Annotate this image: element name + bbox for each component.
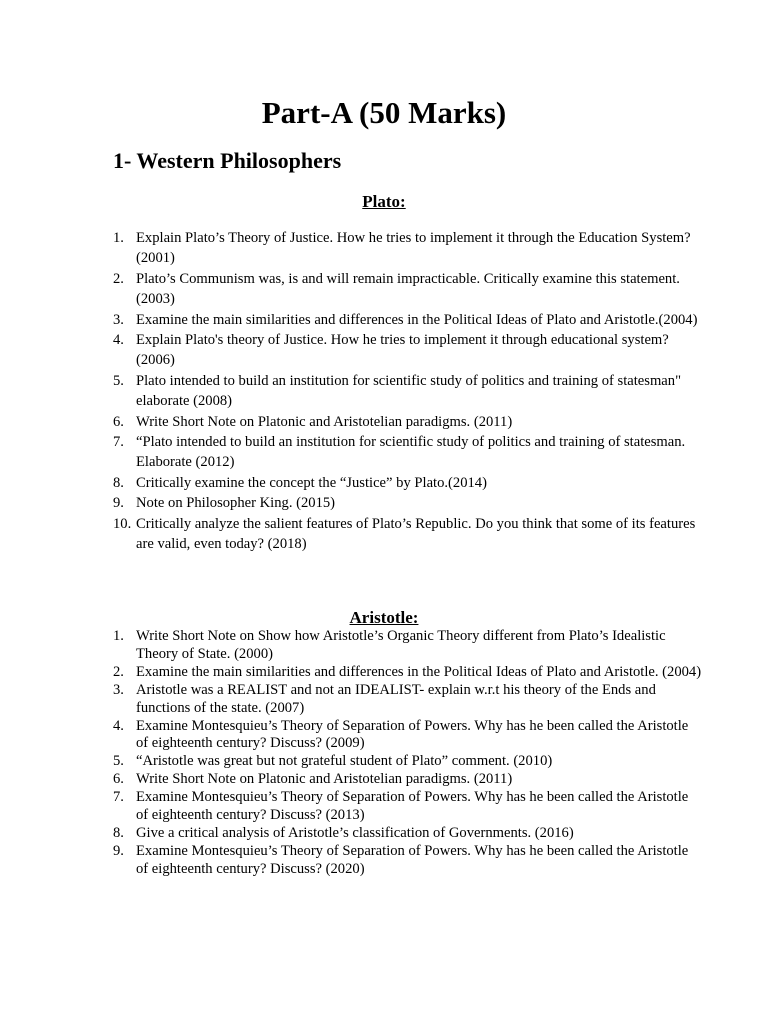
question-text: Explain Plato's theory of Justice. How he tries to implement it through educational system? (2006) (136, 332, 669, 369)
question-item (113, 664, 703, 682)
question-item (113, 412, 703, 432)
question-item (113, 789, 703, 825)
question-item (113, 682, 703, 718)
question-number: 1. (113, 628, 124, 644)
question-text: “Plato intended to build an institution for scientific study of politics and training of statesman. Elaborate (2012) (136, 434, 686, 471)
aristotle-question-list (113, 628, 703, 879)
question-number: 6. (113, 771, 124, 788)
question-item (113, 269, 703, 310)
aristotle-heading: Aristotle: (349, 608, 419, 627)
question-item (113, 432, 703, 473)
question-number: 4. (113, 332, 124, 349)
question-number: 3. (113, 311, 124, 328)
question-item (113, 493, 703, 513)
question-item (113, 310, 703, 330)
question-text: Give a critical analysis of Aristotle’s classification of Governments. (2016) (136, 824, 574, 841)
question-text: Write Short Note on Platonic and Aristotelian paradigms. (2011) (136, 771, 513, 788)
question-item (113, 825, 703, 843)
question-item (113, 371, 703, 412)
question-text: Examine the main similarities and differences in the Political Ideas of Plato and Aristotle. (2004) (136, 663, 702, 680)
question-text: Critically analyze the salient features of Plato’s Republic. Do you think that some of its features are valid, even today? (2018) (136, 515, 696, 553)
question-text: Plato’s Communism was, is and will remain impracticable. Critically examine this statement. (2003) (136, 270, 680, 308)
question-text: Examine Montesquieu’s Theory of Separation of Powers. Why has he been called the Aristotle of eighteenth century? Discuss? (2009) (136, 717, 689, 752)
question-number: 3. (113, 681, 124, 698)
question-text: Examine Montesquieu’s Theory of Separation of Powers. Why has he been called the Aristotle of eighteenth century? Discuss? (2013) (136, 789, 689, 824)
question-number: 7. (113, 789, 124, 806)
question-item (113, 473, 703, 493)
page-title: Part-A (50 Marks) (261, 95, 507, 130)
question-item (113, 753, 703, 771)
question-item (113, 718, 703, 754)
question-text: Aristotle was a REALIST and not an IDEALIST- explain w.r.t his theory of the Ends and functions of the state. (2007) (136, 681, 656, 716)
question-text: Write Short Note on Platonic and Aristotelian paradigms. (2011) (136, 413, 513, 430)
plato-question-list (113, 228, 703, 555)
question-number: 10. (113, 515, 132, 532)
question-number: 9. (113, 495, 124, 512)
question-text: Note on Philosopher King. (2015) (136, 495, 336, 512)
question-item (113, 843, 703, 879)
question-text: Plato intended to build an institution for scientific study of politics and training of statesman" elaborate (2008) (136, 372, 682, 410)
question-text: Critically examine the concept the “Justice” by Plato.(2014) (136, 474, 487, 491)
question-number: 9. (113, 842, 124, 859)
question-number: 5. (113, 372, 124, 389)
question-number: 5. (113, 753, 124, 770)
question-number: 2. (113, 663, 124, 680)
question-number: 1. (113, 230, 124, 246)
section-heading: 1- Western Philosophers (113, 148, 342, 173)
question-number: 2. (113, 270, 124, 287)
question-number: 6. (113, 413, 124, 430)
question-number: 8. (113, 824, 124, 841)
question-text: Explain Plato’s Theory of Justice. How he tries to implement it through the Education System? (2001) (136, 230, 691, 267)
question-text: Examine the main similarities and differences in the Political Ideas of Plato and Aristotle.(2004) (136, 311, 698, 328)
question-item (113, 228, 703, 269)
plato-heading: Plato: (362, 192, 406, 211)
question-item (113, 514, 703, 555)
question-text: Examine Montesquieu’s Theory of Separation of Powers. Why has he been called the Aristotle of eighteenth century? Discuss? (2020) (136, 842, 689, 877)
question-item (113, 771, 703, 789)
question-item (113, 628, 703, 664)
question-number: 7. (113, 434, 124, 451)
question-text: “Aristotle was great but not grateful student of Plato” comment. (2010) (136, 753, 553, 770)
question-text: Write Short Note on Show how Aristotle’s Organic Theory different from Plato’s Idealistic Theory of State. (2000) (136, 628, 666, 662)
question-number: 8. (113, 474, 124, 491)
question-item (113, 330, 703, 371)
question-number: 4. (113, 717, 124, 734)
